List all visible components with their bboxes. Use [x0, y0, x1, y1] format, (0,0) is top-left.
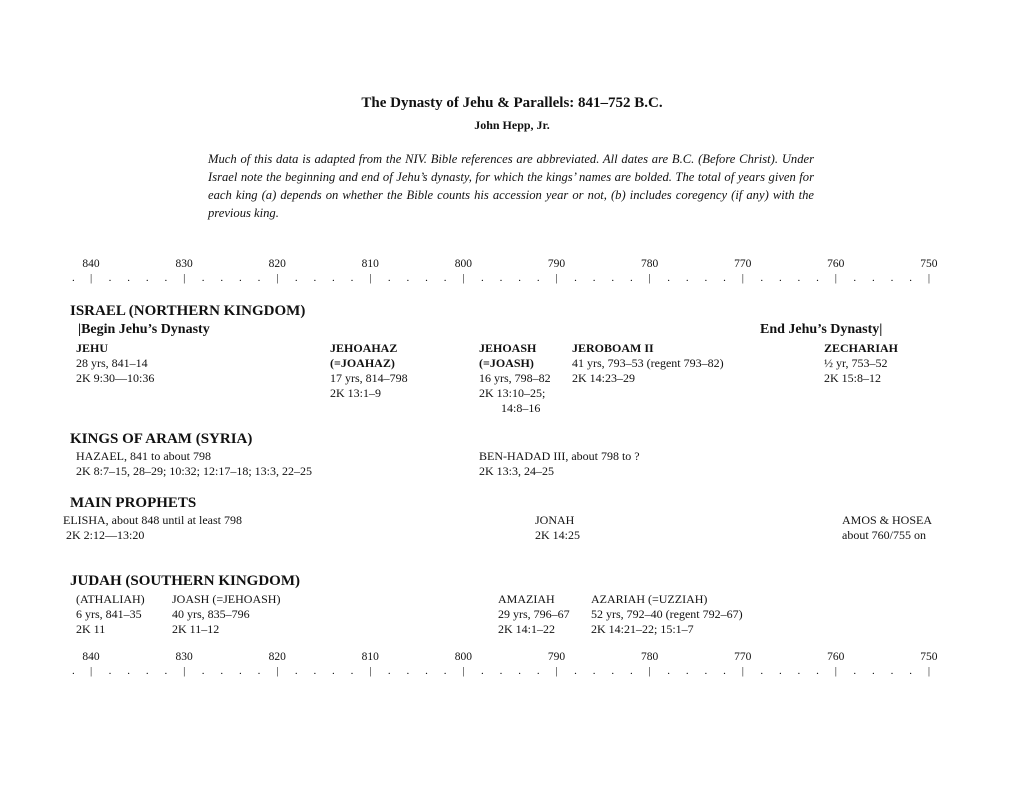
- king-detail: HAZAEL, 841 to about 798: [76, 449, 211, 463]
- intro-paragraph: [208, 150, 814, 222]
- minor-tick: .: [797, 665, 801, 677]
- king-detail: 40 yrs, 835–796: [172, 607, 250, 621]
- minor-tick: .: [667, 665, 670, 677]
- king-detail: 2K 14:1–22: [498, 622, 555, 636]
- major-tick: |: [90, 665, 93, 677]
- minor-tick: .: [723, 272, 726, 284]
- minor-tick: .: [518, 665, 521, 677]
- judah-heading: JUDAH (SOUTHERN KINGDOM): [70, 573, 301, 589]
- major-tick: |: [183, 665, 186, 677]
- major-tick: |: [927, 272, 931, 284]
- minor-tick: .: [481, 665, 484, 677]
- minor-tick: .: [853, 272, 857, 284]
- king-detail: 28 yrs, 841–14: [76, 356, 148, 370]
- minor-tick: .: [704, 272, 708, 284]
- major-tick: |: [834, 665, 837, 677]
- king-detail: 2K 14:23–29: [572, 371, 635, 385]
- minor-tick: .: [294, 665, 298, 677]
- king-detail: AMAZIAH: [498, 592, 555, 606]
- minor-tick: .: [629, 272, 633, 284]
- king-name: JEHOAHAZ: [330, 341, 398, 355]
- minor-tick: .: [72, 272, 75, 284]
- major-tick: |: [834, 272, 837, 284]
- minor-tick: .: [611, 665, 615, 677]
- timeline-top: [0, 258, 1024, 290]
- minor-tick: .: [72, 665, 75, 677]
- king-detail: 29 yrs, 796–67: [498, 607, 570, 621]
- prophet-amos-hosea: [842, 513, 932, 543]
- king-athaliah: [76, 592, 145, 637]
- year-label: 840: [82, 258, 100, 270]
- king-alias: (=JOASH): [479, 356, 534, 370]
- king-jeroboam-ii: [572, 341, 724, 386]
- king-azariah: [591, 592, 743, 637]
- minor-tick: .: [127, 272, 130, 284]
- minor-tick: .: [685, 272, 689, 284]
- prophet-detail: about 760/755 on: [842, 528, 926, 542]
- king-name: ZECHARIAH: [824, 341, 899, 355]
- minor-tick: .: [164, 272, 168, 284]
- timeline-bottom: [0, 651, 1024, 683]
- king-detail: 2K 11: [76, 622, 106, 636]
- year-label: 750: [920, 258, 938, 270]
- king-detail: 2K 9:30—10:36: [76, 371, 155, 385]
- minor-tick: .: [425, 272, 428, 284]
- minor-tick: .: [872, 665, 875, 677]
- major-tick: |: [369, 272, 372, 284]
- king-detail: 2K 13:3, 24–25: [479, 464, 554, 478]
- minor-tick: .: [238, 665, 242, 677]
- king-detail: (ATHALIAH): [76, 592, 145, 606]
- major-tick: |: [927, 665, 931, 677]
- minor-tick: .: [332, 665, 335, 677]
- minor-tick: .: [499, 665, 503, 677]
- minor-tick: .: [723, 665, 726, 677]
- minor-tick: .: [220, 665, 224, 677]
- minor-tick: .: [294, 272, 298, 284]
- minor-tick: .: [332, 272, 335, 284]
- minor-tick: .: [890, 665, 894, 677]
- minor-tick: .: [872, 272, 875, 284]
- minor-tick: .: [127, 665, 130, 677]
- year-label: 810: [361, 258, 379, 270]
- minor-tick: .: [350, 665, 354, 677]
- minor-tick: .: [425, 665, 428, 677]
- major-tick: |: [741, 272, 744, 284]
- minor-tick: .: [499, 272, 503, 284]
- minor-tick: .: [816, 665, 819, 677]
- king-alias: (=JOAHAZ): [330, 356, 395, 370]
- major-tick: |: [648, 665, 651, 677]
- year-label: 820: [268, 258, 286, 270]
- major-tick: |: [741, 665, 744, 677]
- major-tick: |: [369, 665, 372, 677]
- prophet-detail: 2K 2:12—13:20: [63, 528, 145, 542]
- year-label: 760: [827, 651, 845, 663]
- minor-tick: .: [592, 665, 596, 677]
- minor-tick: .: [108, 272, 112, 284]
- major-tick: |: [276, 665, 279, 677]
- minor-tick: .: [164, 665, 168, 677]
- king-name: JEROBOAM II: [572, 341, 654, 355]
- minor-tick: .: [443, 665, 447, 677]
- king-detail: 17 yrs, 814–798: [330, 371, 408, 385]
- minor-tick: .: [574, 665, 577, 677]
- minor-tick: .: [667, 272, 670, 284]
- minor-tick: .: [257, 272, 261, 284]
- king-name: JEHU: [76, 341, 109, 355]
- minor-tick: .: [481, 272, 484, 284]
- minor-tick: .: [518, 272, 521, 284]
- minor-tick: .: [778, 272, 782, 284]
- minor-tick: .: [909, 665, 913, 677]
- king-detail: 14:8–16: [501, 401, 541, 415]
- king-detail: 2K 13:10–25;: [479, 386, 546, 400]
- king-jehoash: [479, 341, 551, 416]
- major-tick: |: [276, 272, 279, 284]
- year-label: 750: [920, 651, 938, 663]
- king-detail: AZARIAH (=UZZIAH): [591, 592, 708, 606]
- minor-tick: .: [797, 272, 801, 284]
- minor-tick: .: [220, 272, 224, 284]
- year-label: 820: [268, 651, 286, 663]
- year-label: 780: [640, 651, 659, 663]
- king-detail: 2K 15:8–12: [824, 371, 881, 385]
- prophet-detail: JONAH: [535, 513, 575, 527]
- minor-tick: .: [629, 665, 633, 677]
- king-ben-hadad-iii: [479, 449, 640, 479]
- minor-tick: .: [853, 665, 857, 677]
- year-label: 760: [827, 258, 845, 270]
- prophets-heading: MAIN PROPHETS: [70, 495, 197, 511]
- page-title: The Dynasty of Jehu & Parallels: 841–752 B.C.: [361, 95, 663, 111]
- minor-tick: .: [145, 272, 149, 284]
- king-detail: BEN-HADAD III, about 798 to ?: [479, 449, 640, 463]
- king-jehu: [76, 341, 154, 386]
- minor-tick: .: [816, 272, 819, 284]
- aram-heading: KINGS OF ARAM (SYRIA): [70, 431, 253, 447]
- end-dynasty-label: End Jehu’s Dynasty|: [760, 322, 883, 337]
- minor-tick: .: [238, 272, 242, 284]
- minor-tick: .: [443, 272, 447, 284]
- minor-tick: .: [760, 272, 764, 284]
- minor-tick: .: [685, 665, 689, 677]
- king-hazael: [76, 449, 312, 479]
- king-detail: 2K 13:1–9: [330, 386, 381, 400]
- begin-dynasty-label: |Begin Jehu’s Dynasty: [78, 322, 210, 337]
- king-zechariah: [824, 341, 898, 386]
- year-label: 770: [734, 258, 752, 270]
- year-label: 800: [454, 651, 473, 663]
- minor-tick: .: [350, 272, 354, 284]
- year-label: 800: [454, 258, 473, 270]
- king-detail: 16 yrs, 798–82: [479, 371, 551, 385]
- minor-tick: .: [387, 665, 391, 677]
- minor-tick: .: [611, 272, 615, 284]
- king-detail: JOASH (=JEHOASH): [172, 592, 281, 606]
- intro-text: Much of this data is adapted from the NIV. Bible references are abbreviated. All dates are B.C. (Before Christ). Under Israel note the beginning and end of Jehu’s dynasty, for which the kings’ names are bolded. The total of years given for each king (a) depends on whether the Bible counts his accession year or not, (b) includes coregency (if any) with the previous king.: [208, 152, 814, 220]
- minor-tick: .: [406, 665, 410, 677]
- minor-tick: .: [592, 272, 596, 284]
- minor-tick: .: [406, 272, 410, 284]
- minor-tick: .: [201, 272, 205, 284]
- major-tick: |: [183, 272, 186, 284]
- king-joash: [172, 592, 280, 637]
- minor-tick: .: [108, 665, 112, 677]
- prophet-elisha: [63, 513, 242, 543]
- year-label: 830: [175, 651, 193, 663]
- major-tick: |: [90, 272, 93, 284]
- prophet-detail: 2K 14:25: [535, 528, 580, 542]
- king-name: JEHOASH: [479, 341, 537, 355]
- prophet-jonah: [535, 513, 580, 543]
- king-detail: 41 yrs, 793–53 (regent 793–82): [572, 356, 724, 370]
- minor-tick: .: [704, 665, 708, 677]
- minor-tick: .: [257, 665, 261, 677]
- king-detail: 2K 11–12: [172, 622, 220, 636]
- king-detail: 2K 14:21–22; 15:1–7: [591, 622, 694, 636]
- year-label: 780: [640, 258, 659, 270]
- year-label: 810: [361, 651, 379, 663]
- major-tick: |: [555, 272, 558, 284]
- minor-tick: .: [760, 665, 764, 677]
- minor-tick: .: [536, 665, 540, 677]
- king-jehoahaz: [330, 341, 408, 401]
- king-detail: ½ yr, 753–52: [824, 356, 888, 370]
- king-detail: 2K 8:7–15, 28–29; 10:32; 12:17–18; 13:3, 22–25: [76, 464, 313, 478]
- major-tick: |: [462, 665, 465, 677]
- king-detail: 52 yrs, 792–40 (regent 792–67): [591, 607, 743, 621]
- minor-tick: .: [387, 272, 391, 284]
- minor-tick: .: [890, 272, 894, 284]
- israel-heading: ISRAEL (NORTHERN KINGDOM): [70, 303, 306, 319]
- prophet-detail: AMOS & HOSEA: [842, 513, 933, 527]
- minor-tick: .: [313, 665, 317, 677]
- prophet-detail: ELISHA, about 848 until at least 798: [63, 513, 242, 527]
- king-amaziah: [498, 592, 570, 637]
- year-label: 790: [547, 258, 566, 270]
- king-detail: 6 yrs, 841–35: [76, 607, 142, 621]
- minor-tick: .: [778, 665, 782, 677]
- year-label: 770: [734, 651, 752, 663]
- year-label: 830: [175, 258, 193, 270]
- major-tick: |: [462, 272, 465, 284]
- author: John Hepp, Jr.: [474, 118, 550, 132]
- minor-tick: .: [909, 272, 913, 284]
- year-label: 790: [547, 651, 566, 663]
- minor-tick: .: [536, 272, 540, 284]
- major-tick: |: [648, 272, 651, 284]
- minor-tick: .: [313, 272, 317, 284]
- major-tick: |: [555, 665, 558, 677]
- minor-tick: .: [145, 665, 149, 677]
- minor-tick: .: [201, 665, 205, 677]
- year-label: 840: [82, 651, 100, 663]
- minor-tick: .: [574, 272, 577, 284]
